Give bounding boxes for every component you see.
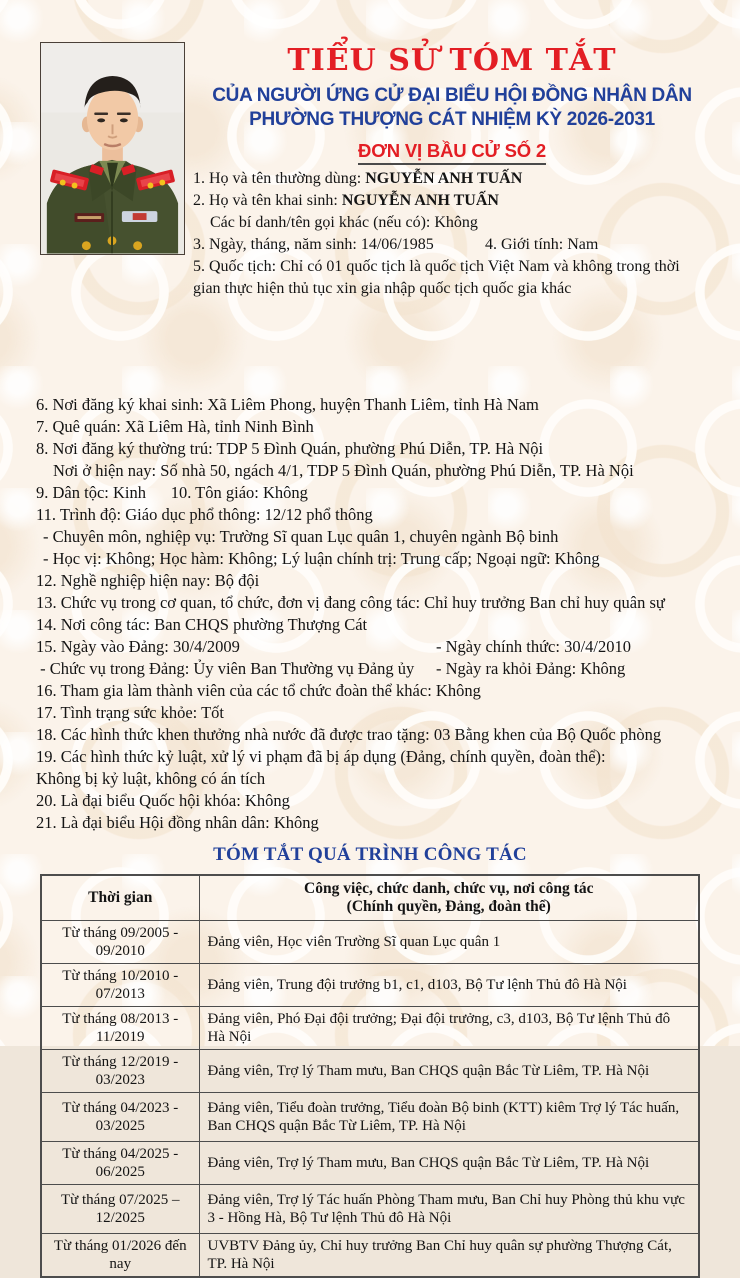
column-header-time: Thời gian [41,875,199,921]
bio-line [193,234,704,256]
bio-line [36,812,704,834]
column-header-job-line2: (Chính quyền, Đảng, đoàn thể) [346,898,551,915]
bio-text: 20. Là đại biểu Quốc hội khóa: Không [36,791,290,810]
cell-job: UVBTV Đảng ủy, Chỉ huy trưởng Ban Chỉ huy quân sự phường Thượng Cát, TP. Hà Nội [199,1234,699,1278]
table-row [41,1234,699,1278]
cell-time: Từ tháng 07/2025 – 12/2025 [41,1185,199,1234]
cell-time: Từ tháng 09/2005 - 09/2010 [41,921,199,964]
bio-text: Các bí danh/tên gọi khác (nếu có): Không [210,214,478,231]
bio-line [36,416,704,438]
bio-text: 18. Các hình thức khen thưởng nhà nước đã được trao tặng: 03 Bằng khen của Bộ Quốc phòng [36,725,662,744]
subtitle-line2: PHƯỜNG THƯỢNG CÁT NHIỆM KỲ 2026-2031 [249,109,655,130]
cell-job: Đảng viên, Học viên Trường Sĩ quan Lục quân 1 [199,921,699,964]
bio-line [36,570,704,592]
cell-job: Đảng viên, Trợ lý Tham mưu, Ban CHQS quận Bắc Từ Liêm, TP. Hà Nội [199,1050,699,1093]
portrait-photo-illustration [41,43,184,254]
table-row [41,1050,699,1093]
person-name: NGUYỄN ANH TUẤN [341,192,499,209]
subtitle-line1: CỦA NGƯỜI ỨNG CỬ ĐẠI BIỂU HỘI ĐỒNG NHÂN DÂN [212,85,692,106]
bio-line [36,438,704,460]
table-row [41,921,699,964]
column-header-job [199,875,699,921]
cell-job: Đảng viên, Trung đội trưởng b1, c1, d103, Bộ Tư lệnh Thủ đô Hà Nội [199,964,699,1007]
bio-line [193,168,704,190]
bio-text: 16. Tham gia làm thành viên của các tổ chức đoàn thể khác: Không [36,681,481,700]
cell-job: Đảng viên, Trợ lý Tác huấn Phòng Tham mưu, Ban Chỉ huy Phòng thủ khu vực 3 - Hồng Hà, Bộ Tư lệnh Thủ đô Hà Nội [199,1185,699,1234]
page-title: TIỂU SỬ TÓM TẮT [287,43,617,78]
bio-text: 9. Dân tộc: Kinh 10. Tôn giáo: Không [36,483,308,502]
table-row [41,964,699,1007]
cell-job: Đảng viên, Phó Đại đội trưởng; Đại đội trưởng, c3, d103, Bộ Tư lệnh Thủ đô Hà Nội [199,1007,699,1050]
bio-line [36,504,704,526]
cell-time: Từ tháng 12/2019 - 03/2023 [41,1050,199,1093]
bio-text: Nơi ở hiện nay: Số nhà 50, ngách 4/1, TDP 5 Đình Quán, phường Phú Diễn, TP. Hà Nội [53,461,634,480]
bio-line [36,394,704,416]
bio-text: 1. Họ và tên thường dùng: [193,170,366,187]
bio-text [36,658,436,680]
bio-text: 8. Nơi đăng ký thường trú: TDP 5 Đình Quán, phường Phú Diễn, TP. Hà Nội [36,439,544,458]
bio-text: 13. Chức vụ trong cơ quan, tổ chức, đơn vị đang công tác: Chỉ huy trưởng Ban chỉ huy quân sự [36,593,665,612]
bio-line [36,702,704,724]
bio-text: 15. Ngày vào Đảng: 30/4/2009 [36,637,240,656]
bio-text: 11. Trình độ: Giáo dục phổ thông: 12/12 phổ thông [36,505,373,524]
cell-job: Đảng viên, Tiểu đoàn trưởng, Tiểu đoàn Bộ binh (KTT) kiêm Trợ lý Tác huấn, Ban CHQS quận Bắc Từ Liêm, TP. Hà Nội [199,1093,699,1142]
table-header-row [41,875,699,921]
cell-time: Từ tháng 08/2013 - 11/2019 [41,1007,199,1050]
bio-line [36,636,704,658]
bio-items-beside-photo [193,168,704,300]
bio-line [36,790,704,812]
bio-line [36,526,704,548]
bio-text: 7. Quê quán: Xã Liêm Hà, tỉnh Ninh Bình [36,417,314,436]
portrait-photo [40,42,185,255]
bio-text: 12. Nghề nghiệp hiện nay: Bộ đội [36,571,260,590]
bio-text: - Ngày ra khỏi Đảng: Không [436,659,626,678]
bio-line [36,614,704,636]
bio-line [36,658,704,680]
bio-text: - Học vị: Không; Học hàm: Không; Lý luận chính trị: Trung cấp; Ngoại ngữ: Không [43,549,600,568]
bio-text: 4. Giới tính: Nam [485,236,599,253]
cell-job: Đảng viên, Trợ lý Tham mưu, Ban CHQS quận Bắc Từ Liêm, TP. Hà Nội [199,1142,699,1185]
bio-text: 21. Là đại biểu Hội đồng nhân dân: Không [36,813,319,832]
bio-line [36,592,704,614]
bio-text [36,636,436,658]
bio-text: 3. Ngày, tháng, năm sinh: 14/06/1985 [193,236,434,253]
bio-text [193,234,485,256]
bio-line [193,190,704,212]
cell-time: Từ tháng 01/2026 đến nay [41,1234,199,1278]
bio-text: Không bị kỷ luật, không có án tích [36,769,266,788]
cell-time: Từ tháng 04/2023 - 03/2025 [41,1093,199,1142]
bio-line [193,256,704,300]
election-unit-label: ĐƠN VỊ BẦU CỬ SỐ 2 [358,139,546,165]
bio-text: 17. Tình trạng sức khỏe: Tốt [36,703,224,722]
cell-time: Từ tháng 10/2010 - 07/2013 [41,964,199,1007]
work-history-table [40,874,700,1278]
bio-line [36,768,704,790]
table-row [41,1093,699,1142]
table-row [41,1185,699,1234]
document-header [186,0,704,165]
bio-text: - Chức vụ trong Đảng: Ủy viên Ban Thường vụ Đảng ủy [36,659,415,678]
cell-time: Từ tháng 04/2025 - 06/2025 [41,1142,199,1185]
bio-line [36,680,704,702]
bio-text: - Ngày chính thức: 30/4/2010 [436,637,631,656]
column-header-job-line1: Công việc, chức danh, chức vụ, nơi công tác [304,880,594,897]
bio-text: 6. Nơi đăng ký khai sinh: Xã Liêm Phong, huyện Thanh Liêm, tỉnh Hà Nam [36,395,539,414]
bio-line [36,548,704,570]
bio-line [36,724,704,746]
bio-line [193,212,704,234]
bio-text: 14. Nơi công tác: Ban CHQS phường Thượng Cát [36,615,368,634]
bio-text: 5. Quốc tịch: Chỉ có 01 quốc tịch là quốc tịch Việt Nam và không trong thời gian thực hiện thủ tục xin gia nhập quốc tịch quốc gia khác [193,258,684,297]
bio-text: 2. Họ và tên khai sinh: [193,192,342,209]
person-name: NGUYỄN ANH TUẤN [365,170,523,187]
table-row [41,1142,699,1185]
table-row [41,1007,699,1050]
bio-line [36,482,704,504]
bio-text: 19. Các hình thức kỷ luật, xử lý vi phạm đã bị áp dụng (Đảng, chính quyền, đoàn thể): [36,747,606,766]
bio-line [36,460,704,482]
bio-items-full-width [36,394,704,834]
bio-text: - Chuyên môn, nghiệp vụ: Trường Sĩ quan Lục quân 1, chuyên ngành Bộ binh [43,527,559,546]
bio-line [36,746,704,768]
work-history-title: TÓM TẮT QUÁ TRÌNH CÔNG TÁC [213,844,527,865]
